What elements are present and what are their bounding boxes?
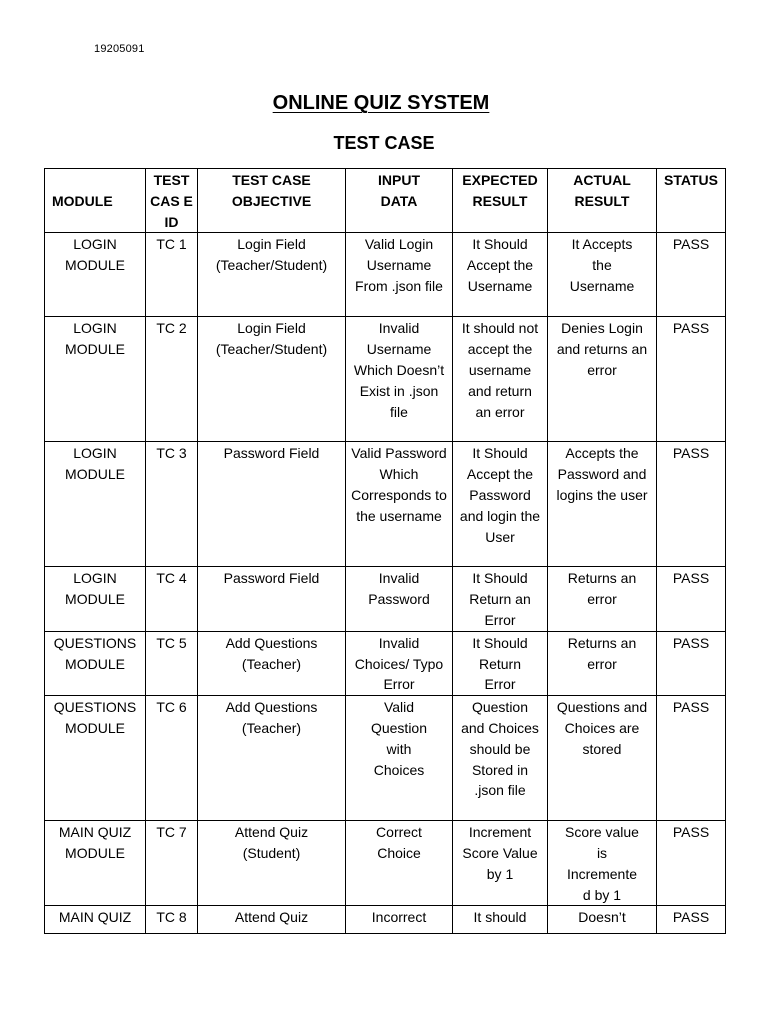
cell-module: MAIN QUIZ MODULE xyxy=(45,821,146,906)
cell-test-case-id: TC 4 xyxy=(146,567,198,631)
cell-actual-result: Accepts the Password and logins the user xyxy=(548,442,657,567)
cell-actual-result: Score value is Incremente d by 1 xyxy=(548,821,657,906)
cell-input-data: Invalid Username Which Doesn’t Exist in .json file xyxy=(346,317,453,442)
table-row xyxy=(45,233,726,317)
cell-objective: Login Field (Teacher/Student) xyxy=(198,317,346,442)
cell-status: PASS xyxy=(657,442,726,567)
test-case-table xyxy=(44,168,726,934)
cell-objective: Attend Quiz (Student) xyxy=(198,821,346,906)
page-title xyxy=(0,90,768,116)
cell-input-data: Valid Login Username From .json file xyxy=(346,233,453,317)
table-row xyxy=(45,317,726,442)
cell-expected-result: It Should Accept the Username xyxy=(453,233,548,317)
cell-objective: Add Questions (Teacher) xyxy=(198,696,346,821)
cell-test-case-id: TC 8 xyxy=(146,906,198,934)
cell-module: LOGIN MODULE xyxy=(45,567,146,631)
cell-objective: Password Field xyxy=(198,567,346,631)
header-test-case-id: TEST CAS E ID xyxy=(146,169,198,233)
table-row xyxy=(45,696,726,821)
table-row xyxy=(45,567,726,631)
header-objective: TEST CASE OBJECTIVE xyxy=(198,169,346,233)
cell-test-case-id: TC 5 xyxy=(146,631,198,695)
cell-status: PASS xyxy=(657,631,726,695)
cell-module: LOGIN MODULE xyxy=(45,442,146,567)
cell-module: LOGIN MODULE xyxy=(45,317,146,442)
cell-input-data: Invalid Choices/ Typo Error xyxy=(346,631,453,695)
header-expected-result: EXPECTED RESULT xyxy=(453,169,548,233)
cell-status: PASS xyxy=(657,906,726,934)
page-subtitle: TEST CASE xyxy=(333,133,435,153)
cell-test-case-id: TC 3 xyxy=(146,442,198,567)
cell-expected-result: It should not accept the username and return an error xyxy=(453,317,548,442)
cell-expected-result: Question and Choices should be Stored in .json file xyxy=(453,696,548,821)
cell-test-case-id: TC 7 xyxy=(146,821,198,906)
cell-test-case-id: TC 2 xyxy=(146,317,198,442)
cell-module: MAIN QUIZ xyxy=(45,906,146,934)
cell-objective: Password Field xyxy=(198,442,346,567)
table-header-row xyxy=(45,169,726,233)
cell-input-data: Correct Choice xyxy=(346,821,453,906)
cell-status: PASS xyxy=(657,696,726,821)
cell-objective: Attend Quiz xyxy=(198,906,346,934)
header-actual-result: ACTUAL RESULT xyxy=(548,169,657,233)
cell-test-case-id: TC 6 xyxy=(146,696,198,821)
cell-objective: Login Field (Teacher/Student) xyxy=(198,233,346,317)
cell-expected-result: It should xyxy=(453,906,548,934)
cell-expected-result: It Should Return an Error xyxy=(453,567,548,631)
page-title-text: ONLINE QUIZ SYSTEM xyxy=(272,92,490,114)
cell-actual-result: Denies Login and returns an error xyxy=(548,317,657,442)
table-row xyxy=(45,906,726,934)
cell-objective: Add Questions (Teacher) xyxy=(198,631,346,695)
cell-input-data: Valid Question with Choices xyxy=(346,696,453,821)
header-input-data: INPUT DATA xyxy=(346,169,453,233)
document-id: 19205091 xyxy=(94,43,145,55)
cell-expected-result: It Should Accept the Password and login the User xyxy=(453,442,548,567)
cell-input-data: Valid Password Which Corresponds to the username xyxy=(346,442,453,567)
cell-expected-result: It Should Return Error xyxy=(453,631,548,695)
cell-actual-result: Doesn’t xyxy=(548,906,657,934)
cell-actual-result: Returns an error xyxy=(548,567,657,631)
cell-module: QUESTIONS MODULE xyxy=(45,696,146,821)
header-status: STATUS xyxy=(657,169,726,233)
cell-expected-result: Increment Score Value by 1 xyxy=(453,821,548,906)
header-module: MODULE xyxy=(45,169,146,233)
table-row xyxy=(45,821,726,906)
cell-status: PASS xyxy=(657,233,726,317)
cell-actual-result: Returns an error xyxy=(548,631,657,695)
cell-status: PASS xyxy=(657,567,726,631)
table-row xyxy=(45,442,726,567)
cell-actual-result: It Accepts the Username xyxy=(548,233,657,317)
cell-actual-result: Questions and Choices are stored xyxy=(548,696,657,821)
cell-status: PASS xyxy=(657,821,726,906)
cell-input-data: Incorrect xyxy=(346,906,453,934)
cell-input-data: Invalid Password xyxy=(346,567,453,631)
cell-module: QUESTIONS MODULE xyxy=(45,631,146,695)
cell-test-case-id: TC 1 xyxy=(146,233,198,317)
cell-status: PASS xyxy=(657,317,726,442)
table-row xyxy=(45,631,726,695)
cell-module: LOGIN MODULE xyxy=(45,233,146,317)
